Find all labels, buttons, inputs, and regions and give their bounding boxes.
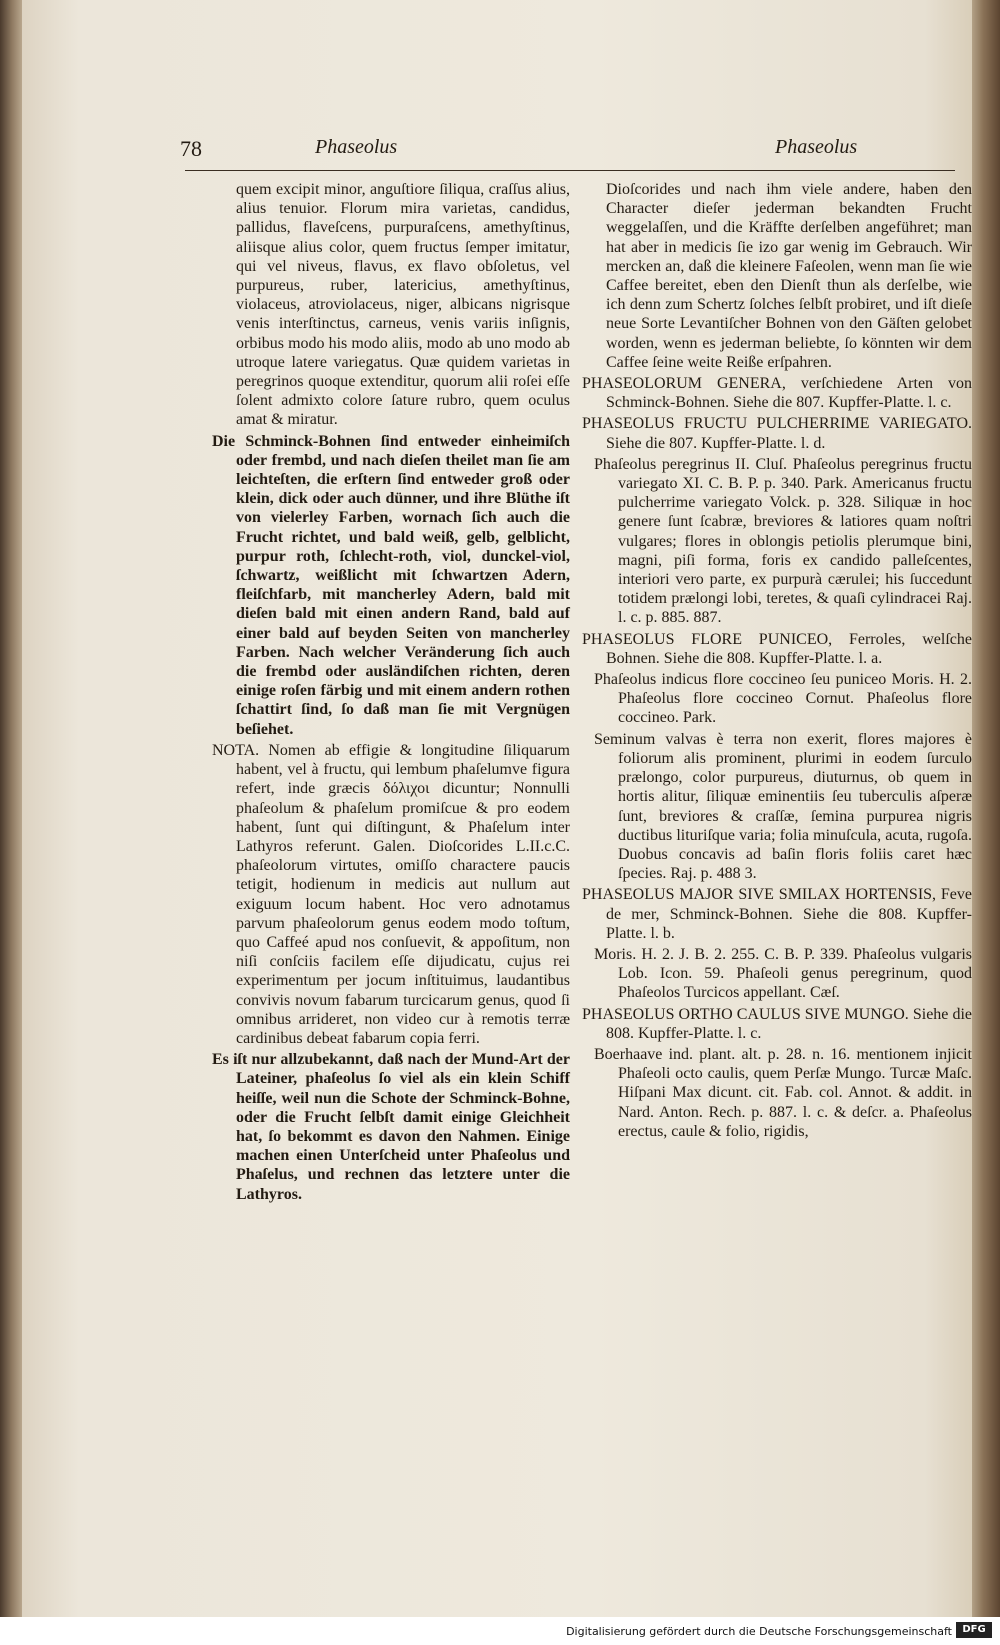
paragraph: Moris. H. 2. J. B. 2. 255. C. B. P. 339. Phaſeolus vulgaris Lob. Icon. 59. Phaſeoli genus peregrinum, quod Phaſeolos Turcicos appellant. Cæſ. [594,945,972,1002]
entry-heading: PHASEOLUS ORTHO CAULUS SIVE MUNGO. Siehe die 808. Kupffer-Platte. l. c. [582,1005,972,1042]
entry-heading: PHASEOLUS FLORE PUNICEO, Ferroles, welſche Bohnen. Siehe die 808. Kupffer-Platte. l. a. [582,630,972,667]
footer-credit: Digitalisierung gefördert durch die Deutsche Forschungsgemeinschaft [566,1625,952,1638]
paragraph: Es iſt nur allzubekannt, daß nach der Mund-Art der Lateiner, phaſeolus ſo viel als ein klein Schiff heiſſe, weil nun die Schote der Schminck-Bohne, oder die Frucht ſelbſt damit einige Gleichheit hat, ſo bekommt es davon den Nahmen. Einige machen einen Unterſcheid unter Phaſeolus und Phaſelus, und rechnen das letztere unter die Lathyros. [212,1051,570,1203]
header-rule [185,170,955,171]
paragraph: Boerhaave ind. plant. alt. p. 28. n. 16. mentionem injicit Phaſeoli octo caulis, quem Perſæ Mungo. Turcæ Maſc. Hiſpani Max dicunt. cit. Fab. col. Annot. & addit. in Nard. Anton. Rech. p. 887. l. c. & deſcr. a. Phaſeolus erectus, caule & folio, rigidis, [594,1045,972,1140]
left-column [212,180,570,1206]
running-title-left: Phaseolus [315,136,398,158]
running-title-right: Phaseolus [775,136,858,158]
paragraph: Dioſcorides und nach ihm viele andere, haben den Character dieſer jederman bekandten Frucht weggelaſſen, und die Kräffte derſelben angeführet; man hat aber in medicis ſie izo gar wenig im Gebrauch. Wir mercken an, daß die kleinere Faſeolen, wenn man ſie wie Caffee bereitet, eben den Dienſt thun als derſelbe, wie ich denn zum Schertz ſolches ſelbſt probiret, und iſt dieſe neue Sorte Levantiſcher Bohnen von den Gäſten gelobet worden, wenn es jederman beliebte, ſo könnten wir dem Caffee ſeine weite Reiße erſpahren. [606,181,972,371]
paragraph: Phaſeolus indicus flore coccineo ſeu puniceo Moris. H. 2. Phaſeolus flore coccineo Cornut. Phaſeolus flore coccineo. Park. [594,671,972,727]
page-stack-edge [972,0,1000,1645]
paragraph: Die Schminck-Bohnen ſind entweder einheimiſch oder frembd, und nach dieſen theilet man ſie am leichteſten, die erſtern ſind entweder groß oder klein, dick oder auch dünner, und ihre Blüthe iſt von vielerley Farben, wornach ſich auch die Frucht richtet, und bald weiß, gelb, gelblicht, purpur roth, ſchlecht-roth, viol, dunckel-viol, ſchwartz, weißlicht mit ſchwartzen Adern, fleiſchfarb, mit mancherley Adern, bald mit dieſen bald mit einen andern Rand, bald auf einer bald auf beyden Seiten von mancherley Farben. Nach welcher Veränderung ſich auch die frembd oder ausländiſchen richten, deren einige roſen färbig und mit einem andern rothen ſchattirt ſind, ſo daß man ſie mit Vergnügen beſiehet. [212,432,570,738]
entry-heading: PHASEOLORUM GENERA, verſchiedene Arten von Schminck-Bohnen. Siehe die 807. Kupffer-Platte. l. c. [582,375,972,412]
entry-heading: PHASEOLUS MAJOR SIVE SMILAX HORTENSIS, Feve de mer, Schminck-Bohnen. Siehe die 808. Kupffer-Platte. l. b. [582,886,972,942]
book-spine-edge [0,0,22,1645]
paragraph: Phaſeolus peregrinus II. Cluſ. Phaſeolus peregrinus fructu variegato XI. C. B. P. p. 340. Park. Americanus fructu pulcherrime variegato Volck. p. 328. Siliquæ in hoc genere ſunt ſcabræ, breviores & latiores quam noſtri vulgares; flores in oblongis petiolis plerumque bini, magni, piſi forma, foris ex candido palleſcentes, interiori vero parte, ex purpurà cærulei; his ſuccedunt totidem prælongi lobi, teretes, & quaſi cylindracei Raj. l. c. p. 885. 887. [594,455,972,627]
right-column [582,180,972,1143]
paragraph: Seminum valvas è terra non exerit, flores majores è foliorum alis prominent, plurimi in eodem ſurculo prælongo, color purpureus, diuturnus, ob quem in hortis alitur, ſiliquæ eminentiis ſeu tuberculis aſperæ ſunt, breviores & craſſæ, ſemina purpurea nigris ductibus lituriſque varia; folia minuſcula, acuta, rugoſa. Duobus concavis ad baſin floris foliis caret hæc ſpecies. Raj. p. 488 3. [594,730,972,883]
paragraph: NOTA. Nomen ab effigie & longitudine ſiliquarum habent, vel à fructu, qui lembum phaſelumve figura refert, inde græcis δόλιχοι dicuntur; Nonnulli phaſeolum & phaſelum promiſcue & pro eodem habent, ſunt qui diſtingunt, & Phaſelum inter Lathyros referunt. Galen. Dioſcorides L.II.c.C. phaſeolorum virtutes, omiſſo charactere paucis tetigit, hodienum in medicis aut nullum aut exiguum locum habent. Hoc vero adnotamus parvum phaſeolorum genus eodem modo toſtum, quo Caffeé apud nos conſuevit, & appoſitum, non niſi conſciis facilem eſſe dijudicatu, cujus rei experimentum per jocum inſtituimus, laudantibus convivis novum fabarum turcicarum genus, quod ſi omnibus arrideret, non video cur à remotis terræ cardinibus debeat fabarum copia ferri. [212,741,570,1047]
page-number: 78 [180,136,202,161]
entry-heading: PHASEOLUS FRUCTU PULCHERRIME VARIEGATO. Siehe die 807. Kupffer-Platte. l. d. [582,415,972,452]
dfg-logo: DFG [956,1622,992,1638]
paragraph: quem excipit minor, anguſtiore ſiliqua, craſſus alius, alius tenuior. Florum mira varietas, candidus, pallidus, flaveſcens, purpuraſcens, amethyſtinus, aliisque alius color, quem fructus ſemper imitatur, qui vel niveus, flavus, ex flavo obſoletus, vel purpureus, ruber, latericius, amethyſtinus, violaceus, atroviolaceus, niger, albicans nigrisque venis interſtinctus, carneus, venis variis inſignis, orbibus modo his modo aliis, modo ab uno modo ab utroque latere variegatus. Quæ quidem varietas in peregrinos quoque extenditur, quorum alii roſei eſſe ſolent admixto colore ſature rubro, quem oculus amat & miratur. [236,181,570,429]
